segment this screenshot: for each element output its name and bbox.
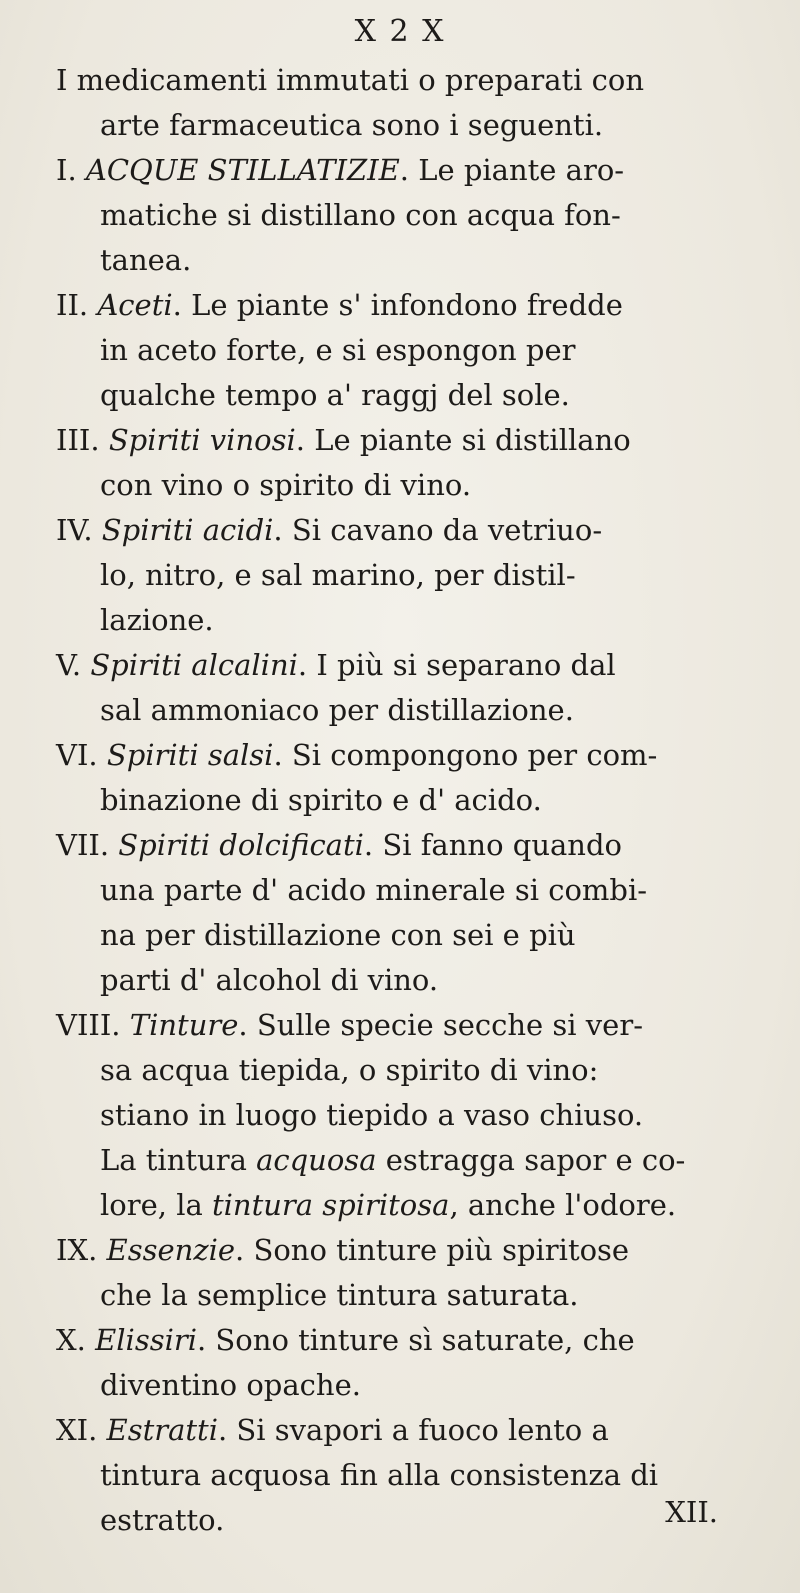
text-line: . Si cavano da vetriuo- xyxy=(273,513,603,547)
text-line: tintura acquosa fin alla consistenza di xyxy=(100,1458,659,1492)
catchword: XII. xyxy=(665,1495,718,1529)
text-line: arte farmaceutica sono i seguenti. xyxy=(100,108,604,142)
text-line: . Le piante s' infondono fredde xyxy=(172,288,623,322)
page-body xyxy=(56,58,772,1543)
text-line: tanea. xyxy=(100,243,192,277)
text-line: stiano in luogo tiepido a vaso chiuso. xyxy=(100,1098,644,1132)
entry-heading: Essenzie xyxy=(106,1233,236,1267)
text-line: matiche si distillano con acqua fon- xyxy=(100,198,621,232)
text-line: I medicamenti immutati o preparati con xyxy=(56,63,645,97)
text-line: . I più si separano dal xyxy=(297,648,616,682)
italic-term: acquosa xyxy=(256,1143,377,1177)
entry-spiriti-acidi xyxy=(56,508,772,643)
text-line: diventino opache. xyxy=(100,1368,361,1402)
text-line: binazione di spirito e d' acido. xyxy=(100,783,542,817)
text-line: . Si compongono per com- xyxy=(273,738,658,772)
entry-heading: Spiriti vinosi xyxy=(108,423,296,457)
entry-spiriti-salsi xyxy=(56,733,772,823)
entry-number: VII. xyxy=(56,828,110,862)
entry-spiriti-vinosi xyxy=(56,418,772,508)
entry-heading: Spiriti acidi xyxy=(101,513,274,547)
text-line: . Si svapori a fuoco lento a xyxy=(218,1413,609,1447)
text-line: qualche tempo a' raggj del sole. xyxy=(100,378,570,412)
entry-heading: Elissiri xyxy=(95,1323,197,1357)
entry-number: X. xyxy=(56,1323,86,1357)
page-number: X 2 X xyxy=(354,14,446,49)
entry-number: IV. xyxy=(56,513,93,547)
entry-spiriti-dolcificati xyxy=(56,823,772,1003)
text-line: lo, nitro, e sal marino, per distil- xyxy=(100,558,576,592)
text-fragment: estragga sapor e co- xyxy=(385,1143,686,1177)
entry-acque-stillatizie xyxy=(56,148,772,283)
entry-number: XI. xyxy=(56,1413,98,1447)
entry-heading: ACQUE STILLATIZIE xyxy=(85,153,400,187)
entry-number: V. xyxy=(56,648,82,682)
entry-number: III. xyxy=(56,423,100,457)
text-line: . Le piante si distillano xyxy=(295,423,631,457)
entry-heading: Spiriti dolcificati xyxy=(118,828,364,862)
entry-number: VI. xyxy=(56,738,98,772)
entry-elissiri xyxy=(56,1318,772,1408)
entry-number: IX. xyxy=(56,1233,98,1267)
text-line: estratto. xyxy=(100,1503,225,1537)
entry-number: VIII. xyxy=(56,1008,121,1042)
italic-term: tintura spiritosa xyxy=(211,1188,450,1222)
text-line: sa acqua tiepida, o spirito di vino: xyxy=(100,1053,599,1087)
text-line: in aceto forte, e si espongon per xyxy=(100,333,576,367)
entry-heading: Tinture xyxy=(129,1008,239,1042)
entry-number: II. xyxy=(56,288,89,322)
entry-essenzie xyxy=(56,1228,772,1318)
text-line: . Sulle specie secche si ver- xyxy=(238,1008,643,1042)
text-line: sal ammoniaco per distillazione. xyxy=(100,693,574,727)
text-fragment: , anche l'odore. xyxy=(449,1188,677,1222)
entry-heading: Estratti xyxy=(106,1413,218,1447)
entry-heading: Aceti xyxy=(97,288,173,322)
entry-number: I. xyxy=(56,153,77,187)
entry-spiriti-alcalini xyxy=(56,643,772,733)
text-line: na per distillazione con sei e più xyxy=(100,918,576,952)
entry-tinture xyxy=(56,1003,772,1228)
text-fragment: La tintura xyxy=(100,1143,247,1177)
text-line: con vino o spirito di vino. xyxy=(100,468,472,502)
text-line: . Sono tinture sì saturate, che xyxy=(197,1323,635,1357)
text-line: lazione. xyxy=(100,603,214,637)
entry-heading: Spiriti salsi xyxy=(106,738,274,772)
text-fragment: lore, la xyxy=(100,1188,203,1222)
text-line: che la semplice tintura saturata. xyxy=(100,1278,579,1312)
text-line: una parte d' acido minerale si combi- xyxy=(100,873,648,907)
text-line: . Le piante aro- xyxy=(399,153,625,187)
entry-aceti xyxy=(56,283,772,418)
text-line: . Sono tinture più spiritose xyxy=(235,1233,630,1267)
intro-paragraph xyxy=(56,58,772,148)
text-line: . Si fanno quando xyxy=(363,828,622,862)
entry-heading: Spiriti alcalini xyxy=(90,648,298,682)
text-line: parti d' alcohol di vino. xyxy=(100,963,439,997)
